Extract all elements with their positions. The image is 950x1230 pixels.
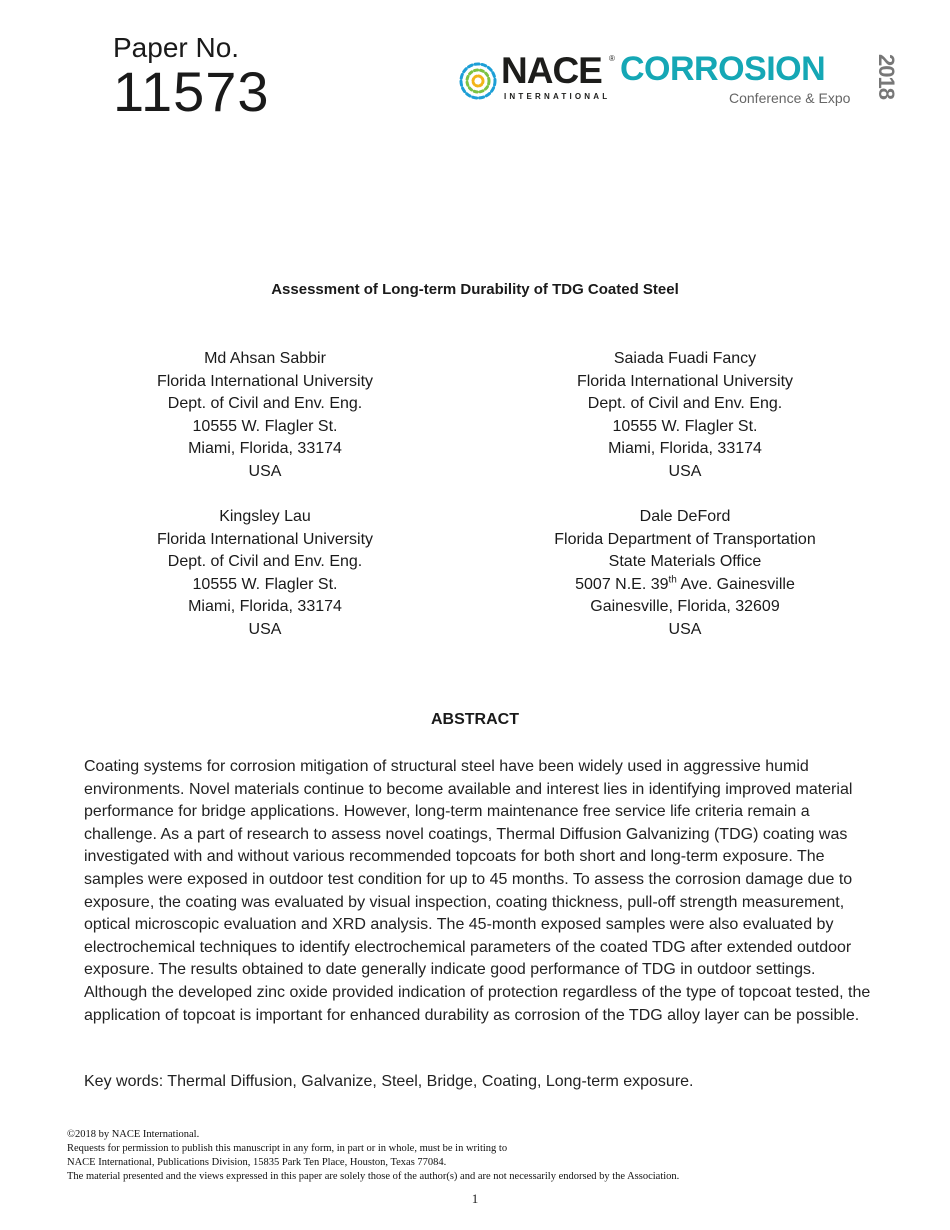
corrosion-wordmark: CORROSION	[620, 50, 826, 88]
author-block	[505, 348, 865, 484]
keywords: Key words: Thermal Diffusion, Galvanize, Steel, Bridge, Coating, Long-term exposure.	[84, 1073, 694, 1090]
author-city: Miami, Florida, 33174	[188, 598, 342, 616]
paper-number: 11573	[113, 60, 270, 123]
author-country: USA	[248, 620, 282, 638]
author-country: USA	[668, 462, 702, 480]
paper-number-label: Paper No.	[113, 32, 240, 63]
author-name: Dale DeFord	[639, 508, 731, 525]
author-name: Kingsley Lau	[219, 508, 311, 525]
author-street	[505, 574, 865, 597]
abstract-body: Coating systems for corrosion mitigation of structural steel have been widely used in aggressive humid environments. Novel materials continue to become available and interest lies in identifying improved material performance for bridge applications. However, long-term maintenance free service life criteria remain a challenge. As a part of research to assess novel coatings, Thermal Diffusion Galvanizing (TDG) coating was investigated with and without various recommended topcoats for both short and long-term exposure. The samples were exposed in outdoor test condition for up to 45 months. To assess the corrosion damage due to exposure, the coating was evaluated by visual inspection, coating thickness, pull-off strength measurement, optical microscopic evaluation and XRD analysis. The 45-month exposed samples were also evaluated by electrochemical techniques to identify electrochemical parameters of the coated TDG after extended outdoor exposure. The results obtained to date generally indicate good performance of TDG in outdoor settings. Although the developed zinc oxide provided indication of protection regardless of the type of topcoat tested, the application of topcoat is important for enhanced durability as corrosion of the TDG alloy layer can be possible.	[84, 758, 871, 1024]
paper-title: Assessment of Long-term Durability of TDG Coated Steel	[271, 281, 679, 298]
author-organization: Florida International University	[156, 530, 374, 548]
author-name: Md Ahsan Sabbir	[204, 350, 326, 367]
author-organization: Florida International University	[576, 372, 794, 390]
footer-line: Requests for permission to publish this manuscript in any form, in part or in whole, must be in writing to	[67, 1143, 508, 1154]
footer-line: ©2018 by NACE International.	[67, 1129, 200, 1140]
conference-subtitle: Conference & Expo	[729, 90, 851, 106]
author-department: Dept. of Civil and Env. Eng.	[167, 553, 363, 571]
author-department: Dept. of Civil and Env. Eng.	[167, 395, 363, 413]
author-block	[505, 506, 865, 642]
author-organization: Florida International University	[156, 372, 374, 390]
nace-wordmark: NACE	[501, 50, 602, 91]
author-name: Saiada Fuadi Fancy	[613, 350, 757, 367]
author-street: 10555 W. Flagler St.	[192, 417, 338, 435]
paper-number-block	[113, 32, 270, 123]
nace-subtitle: INTERNATIONAL	[504, 92, 611, 101]
author-block	[85, 506, 445, 642]
abstract-heading: ABSTRACT	[431, 711, 519, 728]
page-number: 1	[471, 1191, 479, 1206]
author-country: USA	[248, 462, 282, 480]
author-city: Miami, Florida, 33174	[188, 440, 342, 458]
conference-logo	[455, 50, 899, 108]
copyright-footer	[67, 1128, 679, 1184]
nace-registered-mark: ®	[609, 54, 615, 63]
footer-line: NACE International, Publications Division, 15835 Park Ten Place, Houston, Texas 77084.	[67, 1157, 447, 1168]
author-country: USA	[668, 620, 702, 638]
author-city: Miami, Florida, 33174	[608, 440, 762, 458]
author-city: Gainesville, Florida, 32609	[590, 598, 780, 616]
footer-line: The material presented and the views expressed in this paper are solely those of the author(s) and are not necessarily endorsed by the Association.	[67, 1171, 680, 1182]
street-name: Ave. Gainesville	[676, 575, 795, 593]
street-number: 5007 N.E. 39	[575, 575, 669, 593]
nace-globe-icon	[455, 58, 501, 104]
author-street: 10555 W. Flagler St.	[612, 417, 758, 435]
street-ordinal-suffix: th	[668, 574, 677, 586]
author-organization: Florida Department of Transportation	[554, 530, 816, 548]
author-department: Dept. of Civil and Env. Eng.	[587, 395, 783, 413]
author-block	[85, 348, 445, 484]
author-street: 10555 W. Flagler St.	[192, 575, 338, 593]
conference-year: 2018	[874, 54, 899, 99]
author-department: State Materials Office	[608, 553, 762, 571]
